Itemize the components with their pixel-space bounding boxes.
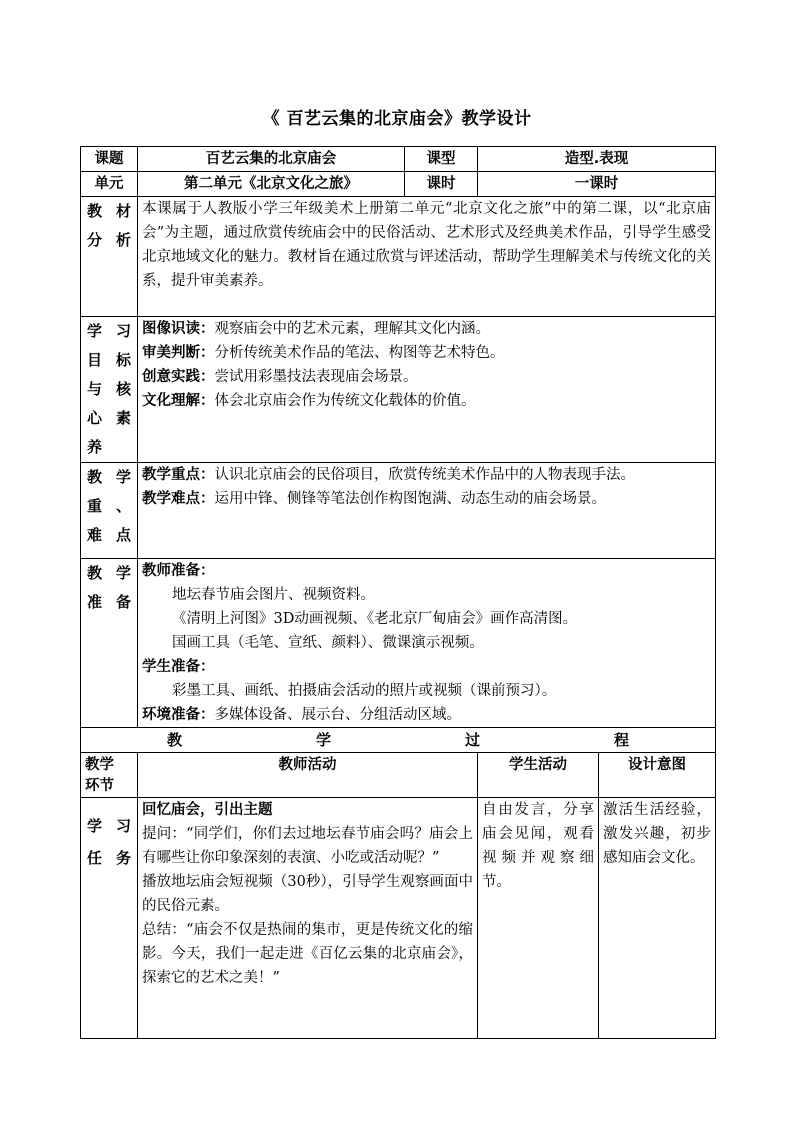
teacher-prep-item: 地坛春节庙会图片、视频资料。 <box>172 587 375 603</box>
teacher-activity <box>138 798 478 1039</box>
type-label: 课型 <box>405 147 478 172</box>
goal-item: 审美判断：分析传统美术作品的笔法、构图等艺术特色。 <box>142 345 505 361</box>
teacher-activity-title: 回忆庙会，引出主题 <box>142 802 273 818</box>
unit-label: 单元 <box>81 172 138 197</box>
design-intent: 激活生活经验，激发兴趣，初步感知庙会文化。 <box>599 798 716 1039</box>
hours-label: 课时 <box>405 172 478 197</box>
goals-row <box>81 317 716 463</box>
hours-value: 一课时 <box>478 172 716 197</box>
process-columns-row <box>81 753 716 798</box>
process-heading-row <box>81 728 716 753</box>
topic-row <box>81 147 716 172</box>
teacher-activity-paragraph: 提问：“同学们，你们去过地坛春节庙会吗？庙会上有哪些让你印象深刻的表演、小吃或活动呢？” <box>142 826 473 866</box>
env-prep: 环境准备：多媒体设备、展示台、分组活动区域。 <box>142 707 461 723</box>
document-title: 《 百艺云集的北京庙会》教学设计 <box>262 109 532 129</box>
student-prep-item: 彩墨工具、画纸、拍摄庙会活动的照片或视频（课前预习）。 <box>172 683 557 699</box>
stage-label: 学习 任务 <box>81 798 138 1039</box>
process-row <box>81 798 716 1039</box>
student-activity: 自由发言，分享庙会见闻，观看视频并观察细节。 <box>478 798 599 1039</box>
design-intent-header: 设计意图 <box>599 753 716 798</box>
process-heading: 教学过程 <box>81 728 716 753</box>
teacher-activity-paragraph: 播放地坛庙会短视频（30秒），引导学生观察画面中的民俗元素。 <box>142 874 473 914</box>
preparation-content <box>138 559 716 728</box>
stage-column-header: 教学 环节 <box>81 753 138 798</box>
focus-point: 教学重点：认识北京庙会的民俗项目，欣赏传统美术作品中的人物表现手法。 <box>142 467 635 483</box>
student-activity-header: 学生活动 <box>478 753 599 798</box>
teacher-activity-header: 教师活动 <box>138 753 478 798</box>
unit-row <box>81 172 716 197</box>
unit-value: 第二单元《北京文化之旅》 <box>138 172 405 197</box>
goal-item: 创意实践：尝试用彩墨技法表现庙会场景。 <box>142 369 418 385</box>
keypoints-row <box>81 463 716 559</box>
lesson-plan-table <box>80 146 716 1039</box>
analysis-text: 本课属于人教版小学三年级美术上册第二单元“北京文化之旅”中的第二课，以“北京庙会”为主题，通过欣赏传统庙会中的民俗活动、艺术形式及经典美术作品，引导学生感受北京地域文化的魅力。教材旨在通过欣赏与评述活动，帮助学生理解美术与传统文化的关系，提升审美素养。 <box>138 197 716 317</box>
teacher-prep-heading: 教师准备： <box>142 563 215 579</box>
teacher-prep-item: 《清明上河图》3D动画视频、《老北京厂甸庙会》画作高清图。 <box>172 611 578 627</box>
type-value: 造型.表现 <box>478 147 716 172</box>
topic-value: 百艺云集的北京庙会 <box>138 147 405 172</box>
teacher-activity-paragraph: 总结：“庙会不仅是热闹的集市，更是传统文化的缩影。今天，我们一起走进《百亿云集的北京庙会》，探索它的艺术之美！” <box>142 922 473 986</box>
analysis-label: 教 材 分析 <box>81 197 138 317</box>
difficulty-point: 教学难点：运用中锋、侧锋等笔法创作构图饱满、动态生动的庙会场景。 <box>142 491 606 507</box>
goals-label: 学 习 目 标 与 核 心 素 养 <box>81 317 138 463</box>
goal-item: 图像识读：观察庙会中的艺术元素，理解其文化内涵。 <box>142 321 490 337</box>
goal-item: 文化理解：体会北京庙会作为传统文化载体的价值。 <box>142 393 476 409</box>
student-prep-heading: 学生准备： <box>142 659 215 675</box>
analysis-row <box>81 197 716 317</box>
goals-list <box>138 317 716 463</box>
keypoints-label: 教学 重、 难点 <box>81 463 138 559</box>
topic-label: 课题 <box>81 147 138 172</box>
teacher-prep-item: 国画工具（毛笔、宣纸、颜料）、微课演示视频。 <box>172 635 484 651</box>
keypoints-content <box>138 463 716 559</box>
preparation-row <box>81 559 716 728</box>
preparation-label: 教 学 准备 <box>81 559 138 728</box>
